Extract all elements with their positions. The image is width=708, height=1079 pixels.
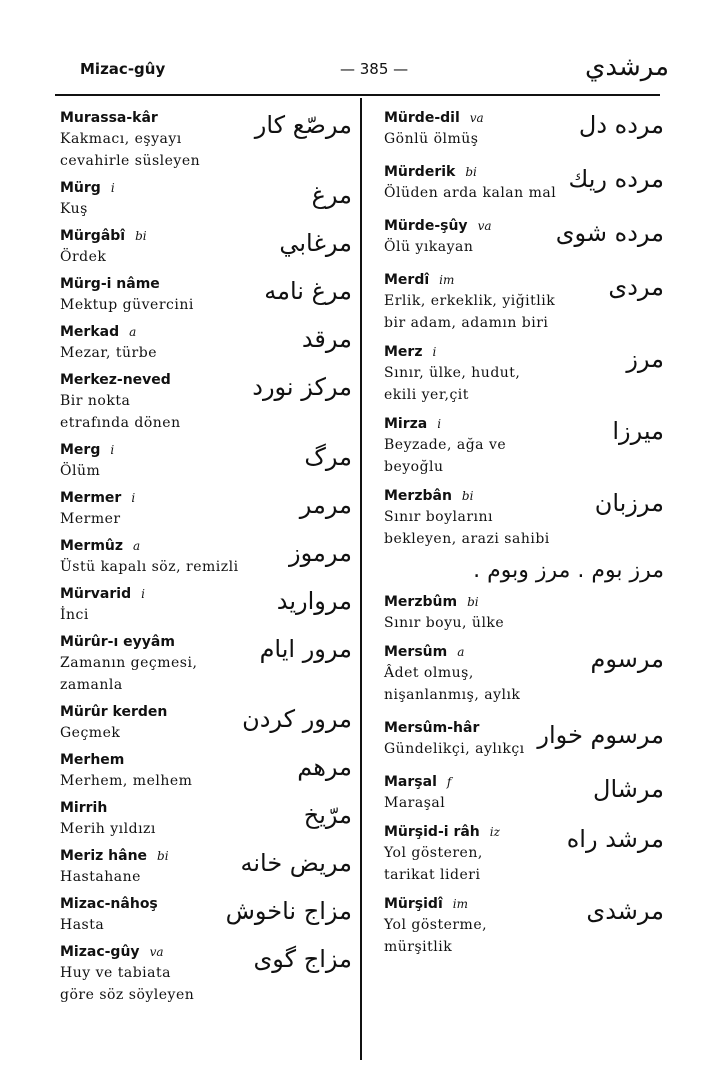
- entry-definition: beyoğlu: [384, 459, 444, 475]
- entry-definition: mürşitlik: [384, 939, 453, 955]
- entry-definition: Kakmacı, eşyayı: [60, 131, 182, 147]
- dictionary-entry: [60, 108, 352, 172]
- headword-text: Mürşidî: [384, 896, 443, 912]
- left-column: [60, 108, 352, 1012]
- headword-text: Mersûm: [384, 644, 448, 660]
- dictionary-entry: [60, 894, 352, 936]
- entry-definition: tarikat lideri: [384, 867, 481, 883]
- entry-definition: Ördek: [60, 249, 107, 265]
- headword-text: Mermer: [60, 490, 122, 506]
- running-head-right: مرشدي: [585, 52, 670, 82]
- part-of-speech: im: [439, 273, 455, 287]
- headword-text: Mürderik: [384, 164, 456, 180]
- arabic-script-term: مزاج ناخوش: [225, 897, 352, 925]
- headword-text: Mizac-gûy: [60, 944, 140, 960]
- arabic-script-term: مرمر: [299, 491, 352, 519]
- arabic-script-term: مرور ايام: [259, 635, 352, 663]
- part-of-speech: bi: [135, 229, 147, 243]
- dictionary-entry: [384, 270, 664, 334]
- entry-definition: Gündelikçi, aylıkçı: [384, 741, 525, 757]
- dictionary-entry: [60, 942, 352, 1006]
- header-rule: [55, 94, 660, 96]
- part-of-speech: i: [110, 181, 115, 195]
- headword-text: Merzbân: [384, 488, 452, 504]
- dictionary-entry: [60, 440, 352, 482]
- entry-definition: Mermer: [60, 511, 121, 527]
- running-head-left: Mizac-gûy: [80, 60, 166, 78]
- arabic-script-term: مرغابي: [279, 229, 352, 257]
- entry-definition: Kuş: [60, 201, 88, 217]
- dictionary-entry: [60, 632, 352, 696]
- arabic-script-term: مرگ: [304, 443, 352, 471]
- entry-definition: Ölüm: [60, 463, 101, 479]
- dictionary-entry: [384, 108, 664, 150]
- arabic-script-term: مزاج گوى: [253, 945, 352, 973]
- dictionary-entry: [384, 894, 664, 958]
- dictionary-entry: [384, 162, 664, 204]
- headword-text: Mürvarid: [60, 586, 132, 602]
- headword-text: Mürde-şûy: [384, 218, 468, 234]
- headword-text: Mirrih: [60, 800, 108, 816]
- headword-text: Marşal: [384, 774, 437, 790]
- entry-definition: göre söz söyleyen: [60, 987, 195, 1003]
- dictionary-entry: [60, 750, 352, 792]
- arabic-script-term: مرسوم خوار: [537, 721, 664, 749]
- headword-text: Meriz hâne: [60, 848, 148, 864]
- headword-text: Mirza: [384, 416, 428, 432]
- part-of-speech: va: [469, 111, 484, 125]
- part-of-speech: f: [446, 775, 452, 789]
- part-of-speech: i: [437, 417, 442, 431]
- dictionary-entry: [60, 178, 352, 220]
- entry-definition: İnci: [60, 607, 89, 623]
- entry-definition: Huy ve tabiata: [60, 965, 171, 981]
- dictionary-entry: [384, 642, 664, 706]
- entry-definition: Âdet olmuş,: [384, 665, 474, 681]
- dictionary-entry: [60, 226, 352, 268]
- part-of-speech: va: [477, 219, 492, 233]
- part-of-speech: a: [133, 539, 141, 553]
- entry-definition: Yol gösterme,: [384, 917, 488, 933]
- entry-definition: Merih yıldızı: [60, 821, 156, 837]
- arabic-script-term: مرده دل: [578, 111, 664, 139]
- arabic-script-term: مركز نورد: [252, 373, 352, 401]
- arabic-script-term: مريض خانه: [240, 849, 352, 877]
- dictionary-entry: [384, 772, 664, 814]
- right-column: [384, 108, 664, 966]
- entry-definition: Üstü kapalı söz, remizli: [60, 559, 239, 575]
- arabic-script-term: مرشدى: [586, 897, 664, 925]
- headword-text: Merhem: [60, 752, 125, 768]
- entry-definition: bir adam, adamın biri: [384, 315, 549, 331]
- headword-text: Mürûr kerden: [60, 704, 168, 720]
- entry-definition: bekleyen, arazi sahibi: [384, 531, 550, 547]
- entry-definition: Mektup güvercini: [60, 297, 194, 313]
- part-of-speech: va: [149, 945, 164, 959]
- part-of-speech: bi: [467, 595, 479, 609]
- entry-definition: Yol gösteren,: [384, 845, 483, 861]
- part-of-speech: a: [129, 325, 137, 339]
- dictionary-entry: [60, 274, 352, 316]
- part-of-speech: iz: [489, 825, 500, 839]
- entry-definition: Ölü yıkayan: [384, 239, 474, 255]
- entry-definition: Gönlü ölmüş: [384, 131, 479, 147]
- dictionary-entry: [384, 718, 664, 760]
- headword-text: Mürg-i nâme: [60, 276, 160, 292]
- dictionary-entry: [60, 322, 352, 364]
- entry-definition: ekili yer,çit: [384, 387, 469, 403]
- entry-definition: Sınır, ülke, hudut,: [384, 365, 521, 381]
- entry-headword: [60, 178, 352, 198]
- entry-definition: Erlik, erkeklik, yiğitlik: [384, 293, 556, 309]
- part-of-speech: i: [131, 491, 136, 505]
- headword-text: Mermûz: [60, 538, 124, 554]
- arabic-script-term: مرزبان: [594, 489, 664, 517]
- entry-definition: Sınır boyu, ülke: [384, 615, 505, 631]
- arabic-script-term: مرور كردن: [242, 705, 352, 733]
- page-number: — 385 —: [340, 60, 409, 78]
- part-of-speech: a: [457, 645, 465, 659]
- part-of-speech: i: [141, 587, 145, 601]
- arabic-script-term: مرّيخ: [303, 801, 352, 829]
- headword-text: Merg: [60, 442, 101, 458]
- part-of-speech: i: [110, 443, 115, 457]
- dictionary-entry: [60, 536, 352, 578]
- dictionary-entry: [384, 592, 664, 634]
- part-of-speech: i: [432, 345, 437, 359]
- headword-text: Merkez-neved: [60, 372, 171, 388]
- headword-text: Merzbûm: [384, 594, 458, 610]
- headword-text: Murassa-kâr: [60, 110, 158, 126]
- entry-definition: Sınır boylarını: [384, 509, 493, 525]
- dictionary-entry: [384, 486, 664, 588]
- arabic-script-term: ميرزا: [612, 417, 664, 445]
- headword-text: Mizac-nâhoş: [60, 896, 158, 912]
- entry-definition: Zamanın geçmesi,: [60, 655, 198, 671]
- dictionary-entry: [60, 702, 352, 744]
- dictionary-entry: [384, 216, 664, 258]
- arabic-script-term: مرموز: [289, 539, 352, 567]
- headword-text: Mürşid-i râh: [384, 824, 480, 840]
- entry-definition: Ölüden arda kalan mal: [384, 185, 557, 201]
- arabic-script-line: مرز بوم . مرز وبوم .: [473, 558, 664, 583]
- entry-definition: Geçmek: [60, 725, 121, 741]
- headword-text: Merkad: [60, 324, 120, 340]
- entry-definition: Hastahane: [60, 869, 141, 885]
- arabic-script-term: مرسوم: [590, 645, 664, 673]
- dictionary-entry: [384, 822, 664, 886]
- arabic-script-term: مرقد: [301, 325, 352, 353]
- entry-headword: [384, 342, 664, 362]
- arabic-script-term: مرغ نامه: [264, 277, 352, 305]
- arabic-script-term: مرده ريك: [568, 165, 664, 193]
- arabic-script-term: مرده شوى: [555, 219, 664, 247]
- arabic-script-term: مرشال: [593, 775, 664, 803]
- entry-definition: cevahirle süsleyen: [60, 153, 201, 169]
- arabic-script-term: مرشد راه: [566, 825, 664, 853]
- entry-definition: Beyzade, ağa ve: [384, 437, 507, 453]
- part-of-speech: bi: [461, 489, 474, 503]
- headword-text: Mersûm-hâr: [384, 720, 480, 736]
- arabic-script-term: مردى: [608, 273, 664, 301]
- entry-definition: zamanla: [60, 677, 123, 693]
- headword-text: Mürgâbî: [60, 228, 126, 244]
- headword-text: Merz: [384, 344, 423, 360]
- dictionary-entry: [384, 342, 664, 406]
- headword-text: Merdî: [384, 272, 430, 288]
- dictionary-entry: [60, 584, 352, 626]
- entry-definition: nişanlanmış, aylık: [384, 687, 521, 703]
- entry-definition: etrafında dönen: [60, 415, 181, 431]
- arabic-script-term: مرغ: [311, 181, 352, 209]
- entry-definition: Hasta: [60, 917, 105, 933]
- part-of-speech: im: [452, 897, 468, 911]
- entry-headword: [384, 592, 664, 612]
- arabic-script-term: مرز: [626, 345, 664, 373]
- arabic-script-term: مرصّع كار: [254, 111, 352, 139]
- entry-definition: Bir nokta: [60, 393, 131, 409]
- entry-definition: Mezar, türbe: [60, 345, 157, 361]
- arabic-script-term: مرواريد: [276, 587, 352, 615]
- entry-definition: Merhem, melhem: [60, 773, 193, 789]
- dictionary-entry: [60, 798, 352, 840]
- dictionary-entry: [384, 414, 664, 478]
- column-divider: [360, 98, 362, 1060]
- headword-text: Mürûr-ı eyyâm: [60, 634, 175, 650]
- headword-text: Mürg: [60, 180, 101, 196]
- entry-definition: Maraşal: [384, 795, 446, 811]
- headword-text: Mürde-dil: [384, 110, 460, 126]
- part-of-speech: bi: [157, 849, 169, 863]
- part-of-speech: bi: [465, 165, 477, 179]
- dictionary-entry: [60, 488, 352, 530]
- dictionary-entry: [60, 846, 352, 888]
- arabic-script-term: مرهم: [297, 753, 352, 781]
- dictionary-entry: [60, 370, 352, 434]
